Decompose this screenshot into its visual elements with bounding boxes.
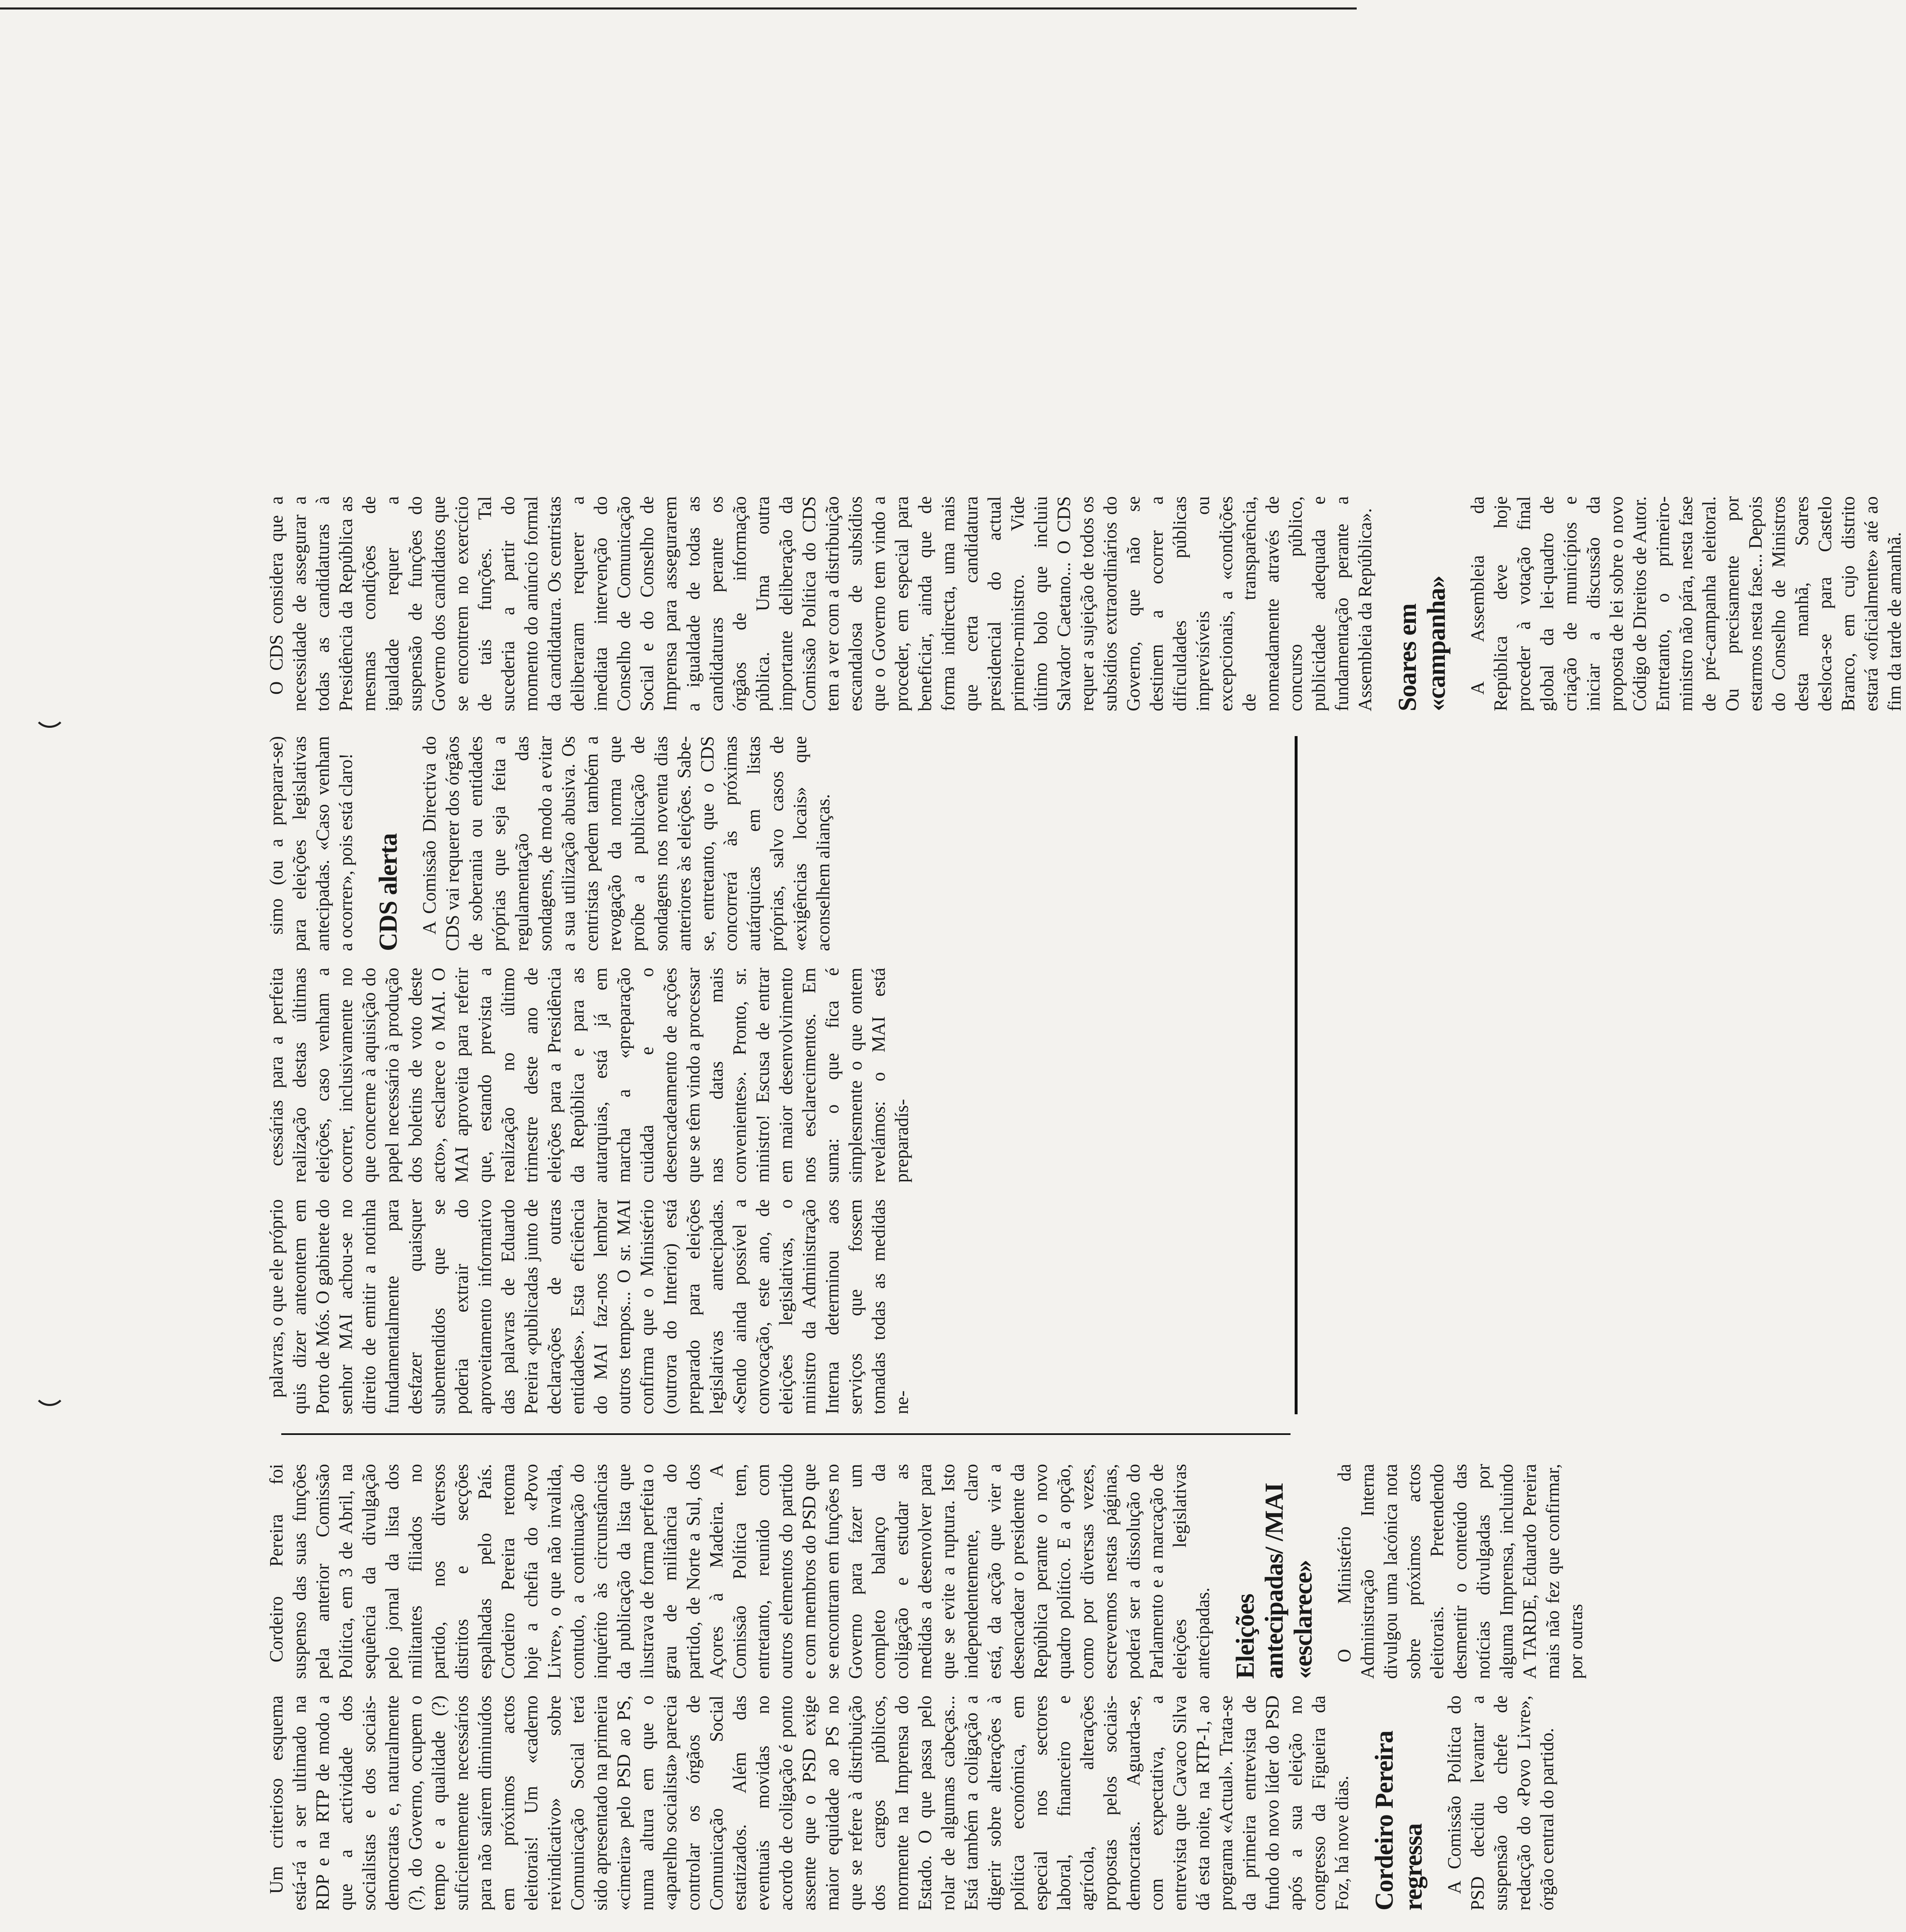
scan-mark bbox=[33, 695, 66, 728]
section-heading: Soares em «campanha» bbox=[1394, 576, 1451, 711]
article-text: Um criterioso esquema está-rá a ser ultimado na RDP e na RTP de modo a que a actividade dos socialistas e dos sociais-democratas e, naturalmente (?), do Governo, ocupem o tempo e a qualidade (?) suficientemente necessários para não saírem diminuídos em próximos actos eleitorais! Um «caderno reivindicativo» sobre Comunicação Social terá sido apresentado na primeira «cimeira» pelo PSD ao PS, numa altura em que o «aparelho socialista» parecia controlar os órgãos de Comunicação Social estatizados. Além das eventuais movidas no acordo de coligação é ponto assente que o PSD exige maior equidade ao PS no que se refere à distribuição dos cargos públicos, mormente na Imprensa do Estado. O que passa pelo rolar de algumas cabeças... Está também a coligação a digerir sobre alterações à política económica, em especial nos sectores laboral, financeiro e agrícola, alterações propostas pelos sociais-democratas. Aguarda-se, com expectativa, a entrevista que Cavaco Silva dá esta noite, na RTP-1, ao programa «Actual». Trata-se da primeira entrevista de fundo do novo líder do PSD após a sua eleição no congresso da Figueira da Foz, há nove dias. bbox=[266, 1695, 1352, 1910]
column-2 bbox=[265, 1464, 1586, 1679]
newspaper-page bbox=[265, 33, 1905, 1910]
article-text: A Assembleia da República deve hoje proceder à votação final global da lei-quadro de criação de municípios e iniciar a discussão da proposta de lei sobre o novo Código de Direitos de Autor. Entretanto, o primeiro-ministro não pára, nesta fase de pré-campanha eleitoral. Ou precisamente por estarmos nesta fase... Depois do Conselho de Ministros desta manhã, Soares desloca-se para Castelo Branco, em cujo distrito estará «oficialmente» até ao fim da tarde de amanhã. bbox=[1467, 496, 1905, 711]
article-text: Cordeiro Pereira foi suspenso das suas funções pela anterior Comissão Política, em 3 de Abril, na sequência da divulgação pelo jornal da lista dos militantes filiados no partido, nos diversos distritos e secções espalhadas pelo País. Cordeiro Pereira retoma hoje a chefia do «Povo Livre», o que não invalida, contudo, a continuação do inquérito às circunstâncias da publicação da lista que ilustrava de forma perfeita o grau de militância do partido, de Norte a Sul, dos Açores à Madeira. A Comissão Política tem, entretanto, reunido com outros elementos do partido e com membros do PSD que se encontram em funções no Governo para fazer um completo balanço da coligação e estudar as medidas a desenvolver para que se evite a ruptura. Isto independentemente, claro está, da acção que vier a desencadear o presidente da República perante o novo quadro político. E a opção, como por diversas vezes, escrevemos nestas páginas, poderá ser a dissolução do Parlamento e a marcação de eleições legislativas antecipadas. bbox=[266, 1464, 1213, 1679]
section-heading: Eleições antecipadas/ /MAI «esclarece» bbox=[1231, 1483, 1317, 1679]
section-rule bbox=[1295, 736, 1298, 1414]
column-4 bbox=[265, 968, 1324, 1183]
article-text: cessárias para a perfeita realização destas últimas eleições, caso venham a ocorrer, inclusivamente no que concerne à aquisição do papel necessário à produção dos boletins de voto deste acto», esclarece o MAI. O MAI aproveita para referir que, estando prevista a realização no último trimestre deste ano de eleições para a Presidência da República e para as autarquias, está já em marcha a «preparação cuidada e o desencadeamento de acções que se têm vindo a processar nas datas mais convenientes». Pronto, sr. ministro! Escusa de entrar em maior desenvolvimento nos esclarecimentos. Em suma: o que fica é simplesmente o que ontem revelámos: o MAI está preparadís- bbox=[266, 968, 912, 1183]
section-heading: CDS alerta bbox=[374, 833, 402, 951]
article-text: simo (ou a preparar-se) para eleições legislativas antecipadas. «Caso venham a ocorrer», pois está claro! bbox=[266, 736, 356, 951]
top-rule bbox=[0, 7, 1357, 10]
section-heading: Cordeiro Pereira regressa bbox=[1370, 1731, 1427, 1910]
article-text: A Comissão Directiva do CDS vai requerer dos órgãos de soberania ou entidades próprias que seja feita a regulamentação das sondagens, de modo a evitar a sua utilização abusiva. Os centristas pedem também a revogação da norma que proíbe a publicação de sondagens nos noventa dias anteriores às eleições. Sabe-se, entretanto, que o CDS concorrerá às próximas autárquicas em listas próprias, salvo casos de «exigências locais» que aconselhem alianças. bbox=[419, 736, 833, 951]
column-5 bbox=[265, 736, 1324, 951]
article-text: O Ministério da Administração Interna divulgou uma lacónica nota sobre próximos actos eleitorais. Pretendendo desmentir o conteúdo das notícias divulgadas por alguma Imprensa, incluindo A TARDE, Eduardo Pereira mais não fez que confirmar, por outras bbox=[1334, 1464, 1586, 1679]
column-3 bbox=[265, 1199, 1324, 1414]
column-rule bbox=[281, 1433, 1291, 1435]
scan-mark bbox=[33, 1373, 66, 1406]
article-text: palavras, o que ele próprio quis dizer anteontem em Porto de Mós. O gabinete do senhor MAI achou-se no direito de emitir a notinha fundamentalmente para desfazer quaisquer subentendidos que se poderia extrair do aproveitamento informativo das palavras de Eduardo Pereira «publicadas junto de declarações de outras entidades». Esta eficiência do MAI faz-nos lembrar outros tempos... O sr. MAI confirma que o Ministério (outrora do Interior) está preparado para eleições legislativas antecipadas. «Sendo ainda possível a convocação, este ano, de eleições legislativas, o ministro da Administração Interna determinou aos serviços que fossem tomadas todas as medidas ne- bbox=[266, 1199, 912, 1414]
article-text: A Comissão Política do PSD decidiu levantar a suspensão do chefe de redacção do «Povo Livre», órgão central do partido. bbox=[1444, 1695, 1557, 1910]
column-1 bbox=[265, 1695, 1557, 1910]
article-text: O CDS considera que a necessidade de assegurar a todas as candidaturas à Presidência da República as mesmas condições de igualdade requer a suspensão de funções do Governo dos candidatos que se encontrem no exercício de tais funções. Tal sucederia a partir do momento do anúncio formal da candidatura. Os centristas deliberaram requerer a imediata intervenção do Conselho de Comunicação Social e do Conselho de Imprensa para assegurarem a igualdade de todas as candidaturas perante os órgãos de informação pública. Uma outra importante deliberação da Comissão Política do CDS tem a ver com a distribuição escandalosa de subsídios que o Governo tem vindo a proceder, em especial para beneficiar, ainda que de forma indirecta, uma mais que certa candidatura presidencial do actual primeiro-ministro. Vide último bolo que incluiu Salvador Caetano... O CDS requer a sujeição de todos os subsídios extraordinários do Governo, que não se destinem a ocorrer a dificuldades públicas imprevisíveis ou excepcionais, a «condições de transparência, nomeadamente através de concurso público, publicidade adequada e fundamentação perante a Assembleia da República». bbox=[266, 496, 1375, 711]
column-6 bbox=[265, 496, 1905, 711]
